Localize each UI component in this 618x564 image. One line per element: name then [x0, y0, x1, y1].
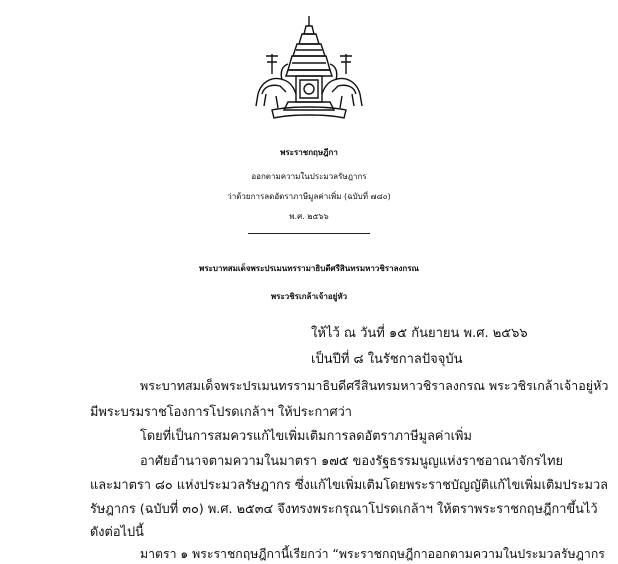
paragraph-3-line-3: รัษฎากร (ฉบับที่ ๓๐) พ.ศ. ๒๕๓๔ จึงทรงพระกรุณาโปรดเกล้าฯ ให้ตราพระราชกฤษฎีกาขึ้นไว้ [90, 502, 598, 517]
paragraph-1-line-1: พระบาทสมเด็จพระปรเมนทรรามาธิบดีศรีสินทรมหาวชิราลงกรณ พระวชิรเกล้าเจ้าอยู่หัว [140, 378, 609, 393]
decree-subtitle: ออกตามความในประมวลรัษฎากร [251, 172, 367, 181]
paragraph-3-line-2: และมาตรา ๘๐ แห่งประมวลรัษฎากร ซึ่งแก้ไขเพิ่มเติมโดยพระราชบัญญัติแก้ไขเพิ่มเติมประมวล [90, 478, 609, 493]
reign-year: เป็นปีที่ ๘ ในรัชกาลปัจจุบัน [311, 352, 463, 367]
paragraph-2: โดยที่เป็นการสมควรแก้ไขเพิ่มเติมการลดอัตราภาษีมูลค่าเพิ่ม [140, 429, 472, 444]
given-date: ให้ไว้ ณ วันที่ ๑๕ กันยายน พ.ศ. ๒๕๖๖ [311, 326, 528, 341]
paragraph-3-line-1: อาศัยอำนาจตามความในมาตรา ๑๗๕ ของรัฐธรรมนูญแห่งราชอาณาจักรไทย [140, 454, 564, 469]
king-name-line1: พระบาทสมเด็จพระปรเมนทรรามาธิบดีศรีสินทรมหาวชิราลงกรณ [199, 264, 419, 273]
paragraph-1-line-2: มีพระบรมราชโองการโปรดเกล้าฯ ให้ประกาศว่า [90, 405, 352, 420]
paragraph-3-line-4: ดังต่อไปนี้ [90, 525, 144, 540]
section-1-line-1: มาตรา ๑ พระราชกฤษฎีกานี้เรียกว่า “พระราชกฤษฎีกาออกตามความในประมวลรัษฎากร [140, 547, 605, 561]
decree-title: พระราชกฤษฎีกา [280, 148, 338, 157]
decree-topic: ว่าด้วยการลดอัตราภาษีมูลค่าเพิ่ม (ฉบับที่ ๗๘๐) [227, 192, 391, 201]
decree-year: พ.ศ. ๒๕๖๖ [289, 212, 329, 221]
king-name-line2: พระวชิรเกล้าเจ้าอยู่หัว [270, 292, 348, 301]
royal-emblem [252, 14, 366, 132]
divider [248, 233, 370, 234]
